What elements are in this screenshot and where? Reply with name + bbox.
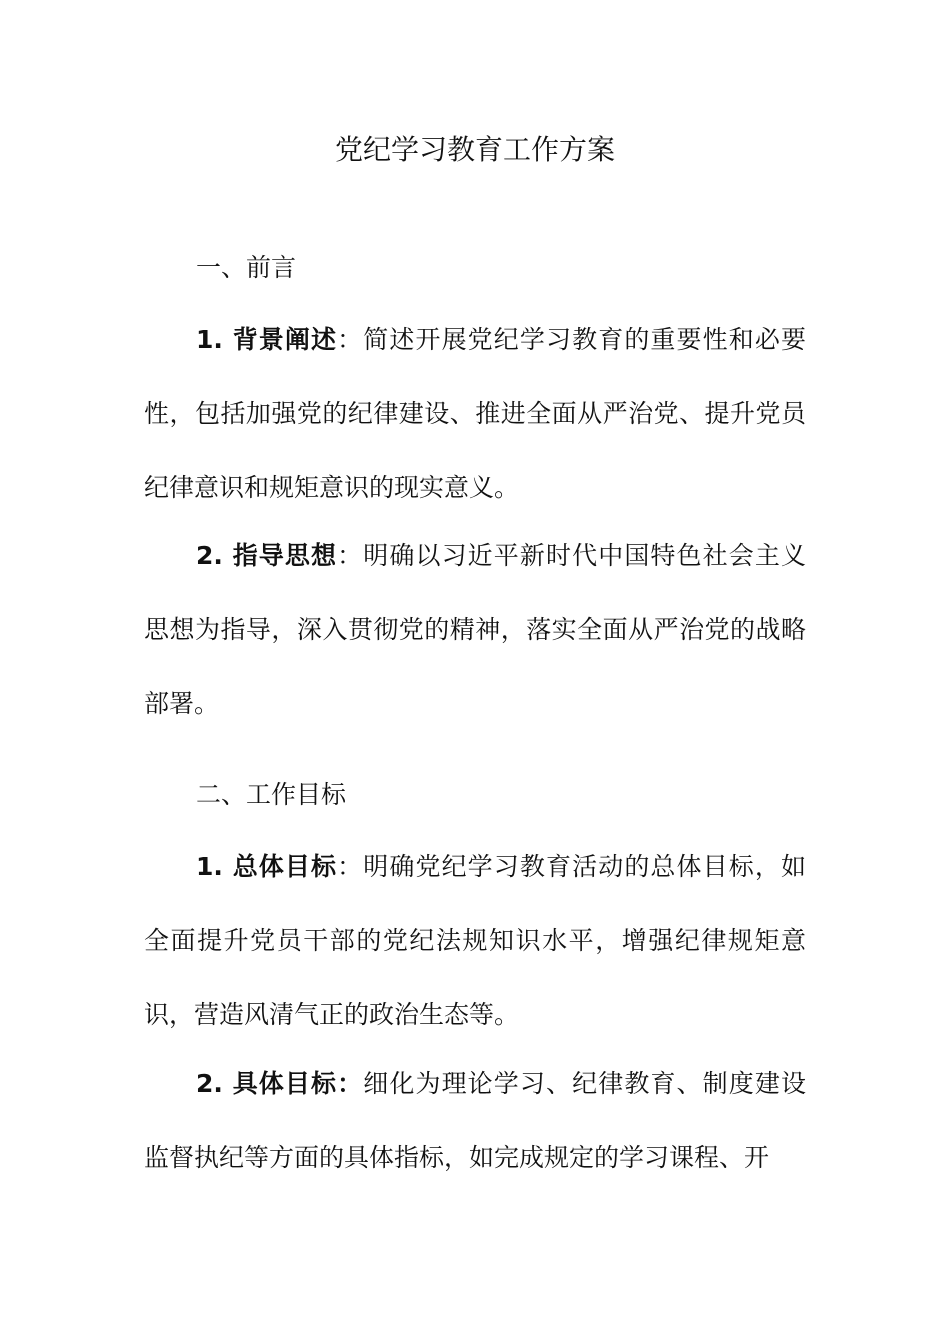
paragraph-guiding-thought (144, 519, 806, 741)
paragraph-text: 简述开展党纪学习教育的重要性和必要性，包括加强党的纪律建设、推进全面从严治党、提升党员纪律意识和规矩意识的现实意义。 (144, 325, 806, 502)
section-heading-goals: 二、工作目标 (196, 780, 347, 809)
paragraph-label: 2. 指导思想 (196, 541, 338, 570)
paragraph-overall-goal (144, 830, 806, 1052)
paragraph-label: 2. 具体目标： (196, 1069, 364, 1098)
paragraph-label: 1. 总体目标 (196, 852, 338, 881)
paragraph-separator: ： (337, 541, 364, 570)
paragraph-specific-goal (144, 1047, 806, 1195)
paragraph-label: 1. 背景阐述 (196, 325, 338, 354)
paragraph-text: 明确党纪学习教育活动的总体目标，如全面提升党员干部的党纪法规知识水平，增强纪律规矩意识，营造风清气正的政治生态等。 (144, 852, 806, 1029)
paragraph-text: 明确以习近平新时代中国特色社会主义思想为指导，深入贯彻党的精神，落实全面从严治党的战略部署。 (144, 541, 806, 718)
section-heading-preface: 一、前言 (196, 253, 297, 282)
document-title: 党纪学习教育工作方案 (334, 133, 615, 166)
paragraph-separator: ： (337, 325, 364, 354)
paragraph-separator: ： (337, 852, 364, 881)
paragraph-background (144, 303, 806, 525)
paragraph-text: 细化为理论学习、纪律教育、制度建设监督执纪等方面的具体指标，如完成规定的学习课程、开 (144, 1069, 806, 1172)
